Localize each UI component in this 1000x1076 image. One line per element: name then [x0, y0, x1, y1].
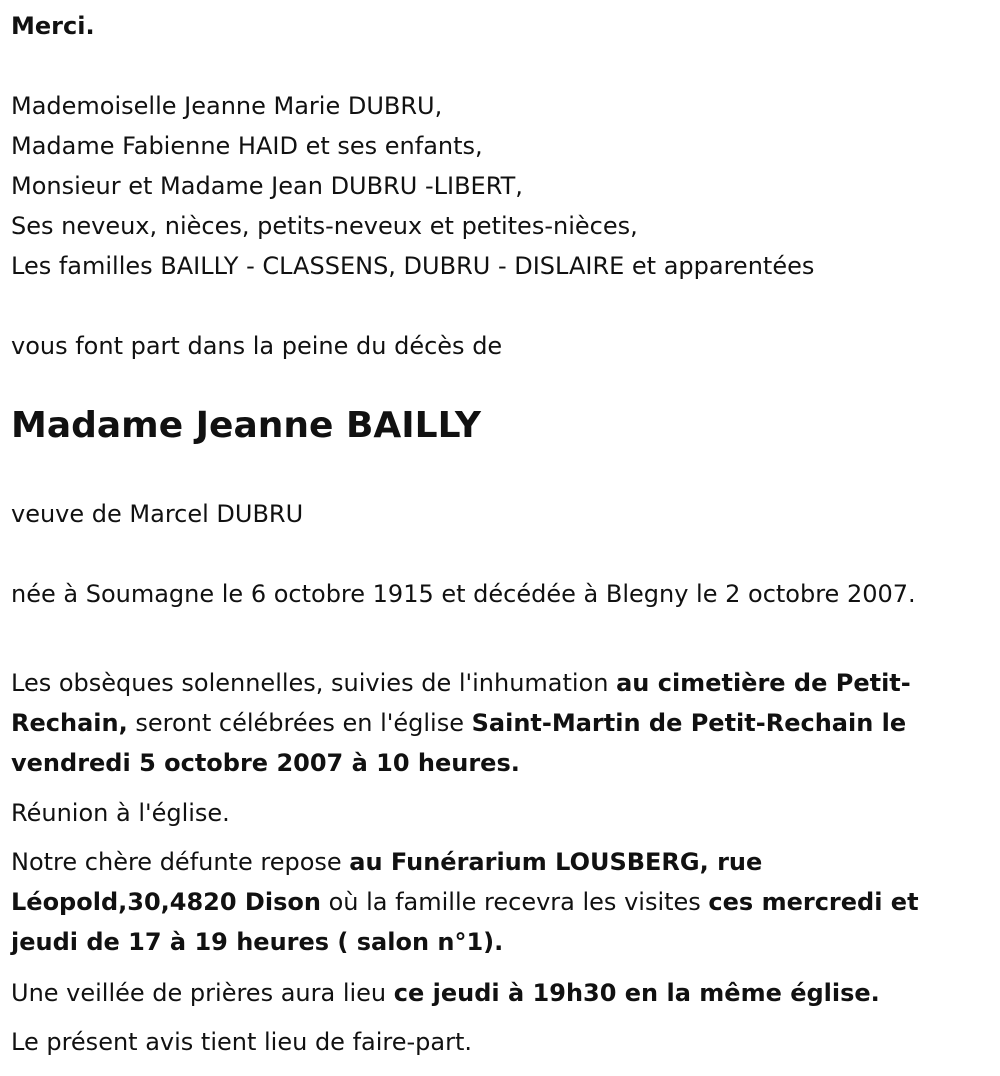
funeral-text: Les obsèques solennelles, suivies de l'inhumation — [11, 669, 617, 697]
thanks-heading: Merci. — [11, 12, 95, 40]
visit-hours-text: ces mercredi et jeudi de 17 à 19 heures ( salon n°1). — [11, 888, 919, 956]
funeral-home-text: au Funérarium LOUSBERG, rue Léopold,30,4820 Dison — [11, 848, 763, 916]
rest-text: où la famille recevra les visites — [320, 888, 709, 916]
widow-text: veuve de Marcel DUBRU — [11, 500, 304, 528]
notice-text: Le présent avis tient lieu de faire-part. — [11, 1028, 473, 1056]
family-line: Monsieur et Madame Jean DUBRU -LIBERT, — [11, 172, 523, 200]
family-line: Ses neveux, nièces, petits-neveux et petites-nièces, — [11, 212, 638, 240]
family-line: Mademoiselle Jeanne Marie DUBRU, — [11, 92, 443, 120]
vigil-paragraph — [11, 973, 981, 1013]
rest-paragraph — [11, 842, 981, 962]
announcement-text: vous font part dans la peine du décès de — [11, 332, 503, 360]
cemetery-text: au cimetière de Petit-Rechain, — [11, 669, 911, 737]
vigil-time-text: ce jeudi à 19h30 en la même église. — [393, 979, 880, 1007]
meeting-text: Réunion à l'église. — [11, 799, 230, 827]
rest-text: Notre chère défunte repose — [11, 848, 350, 876]
vigil-text: Une veillée de prières aura lieu — [11, 979, 394, 1007]
family-line: Madame Fabienne HAID et ses enfants, — [11, 132, 483, 160]
birth-death-text: née à Soumagne le 6 octobre 1915 et décédée à Blegny le 2 octobre 2007. — [11, 580, 916, 608]
funeral-text: seront célébrées en l'église — [127, 709, 472, 737]
family-list — [11, 86, 981, 286]
deceased-name: Madame Jeanne BAILLY — [11, 405, 481, 446]
funeral-paragraph — [11, 663, 981, 783]
church-date-text: Saint-Martin de Petit-Rechain le vendredi 5 octobre 2007 à 10 heures. — [11, 709, 907, 777]
family-line: Les familles BAILLY - CLASSENS, DUBRU - DISLAIRE et apparentées — [11, 252, 815, 280]
